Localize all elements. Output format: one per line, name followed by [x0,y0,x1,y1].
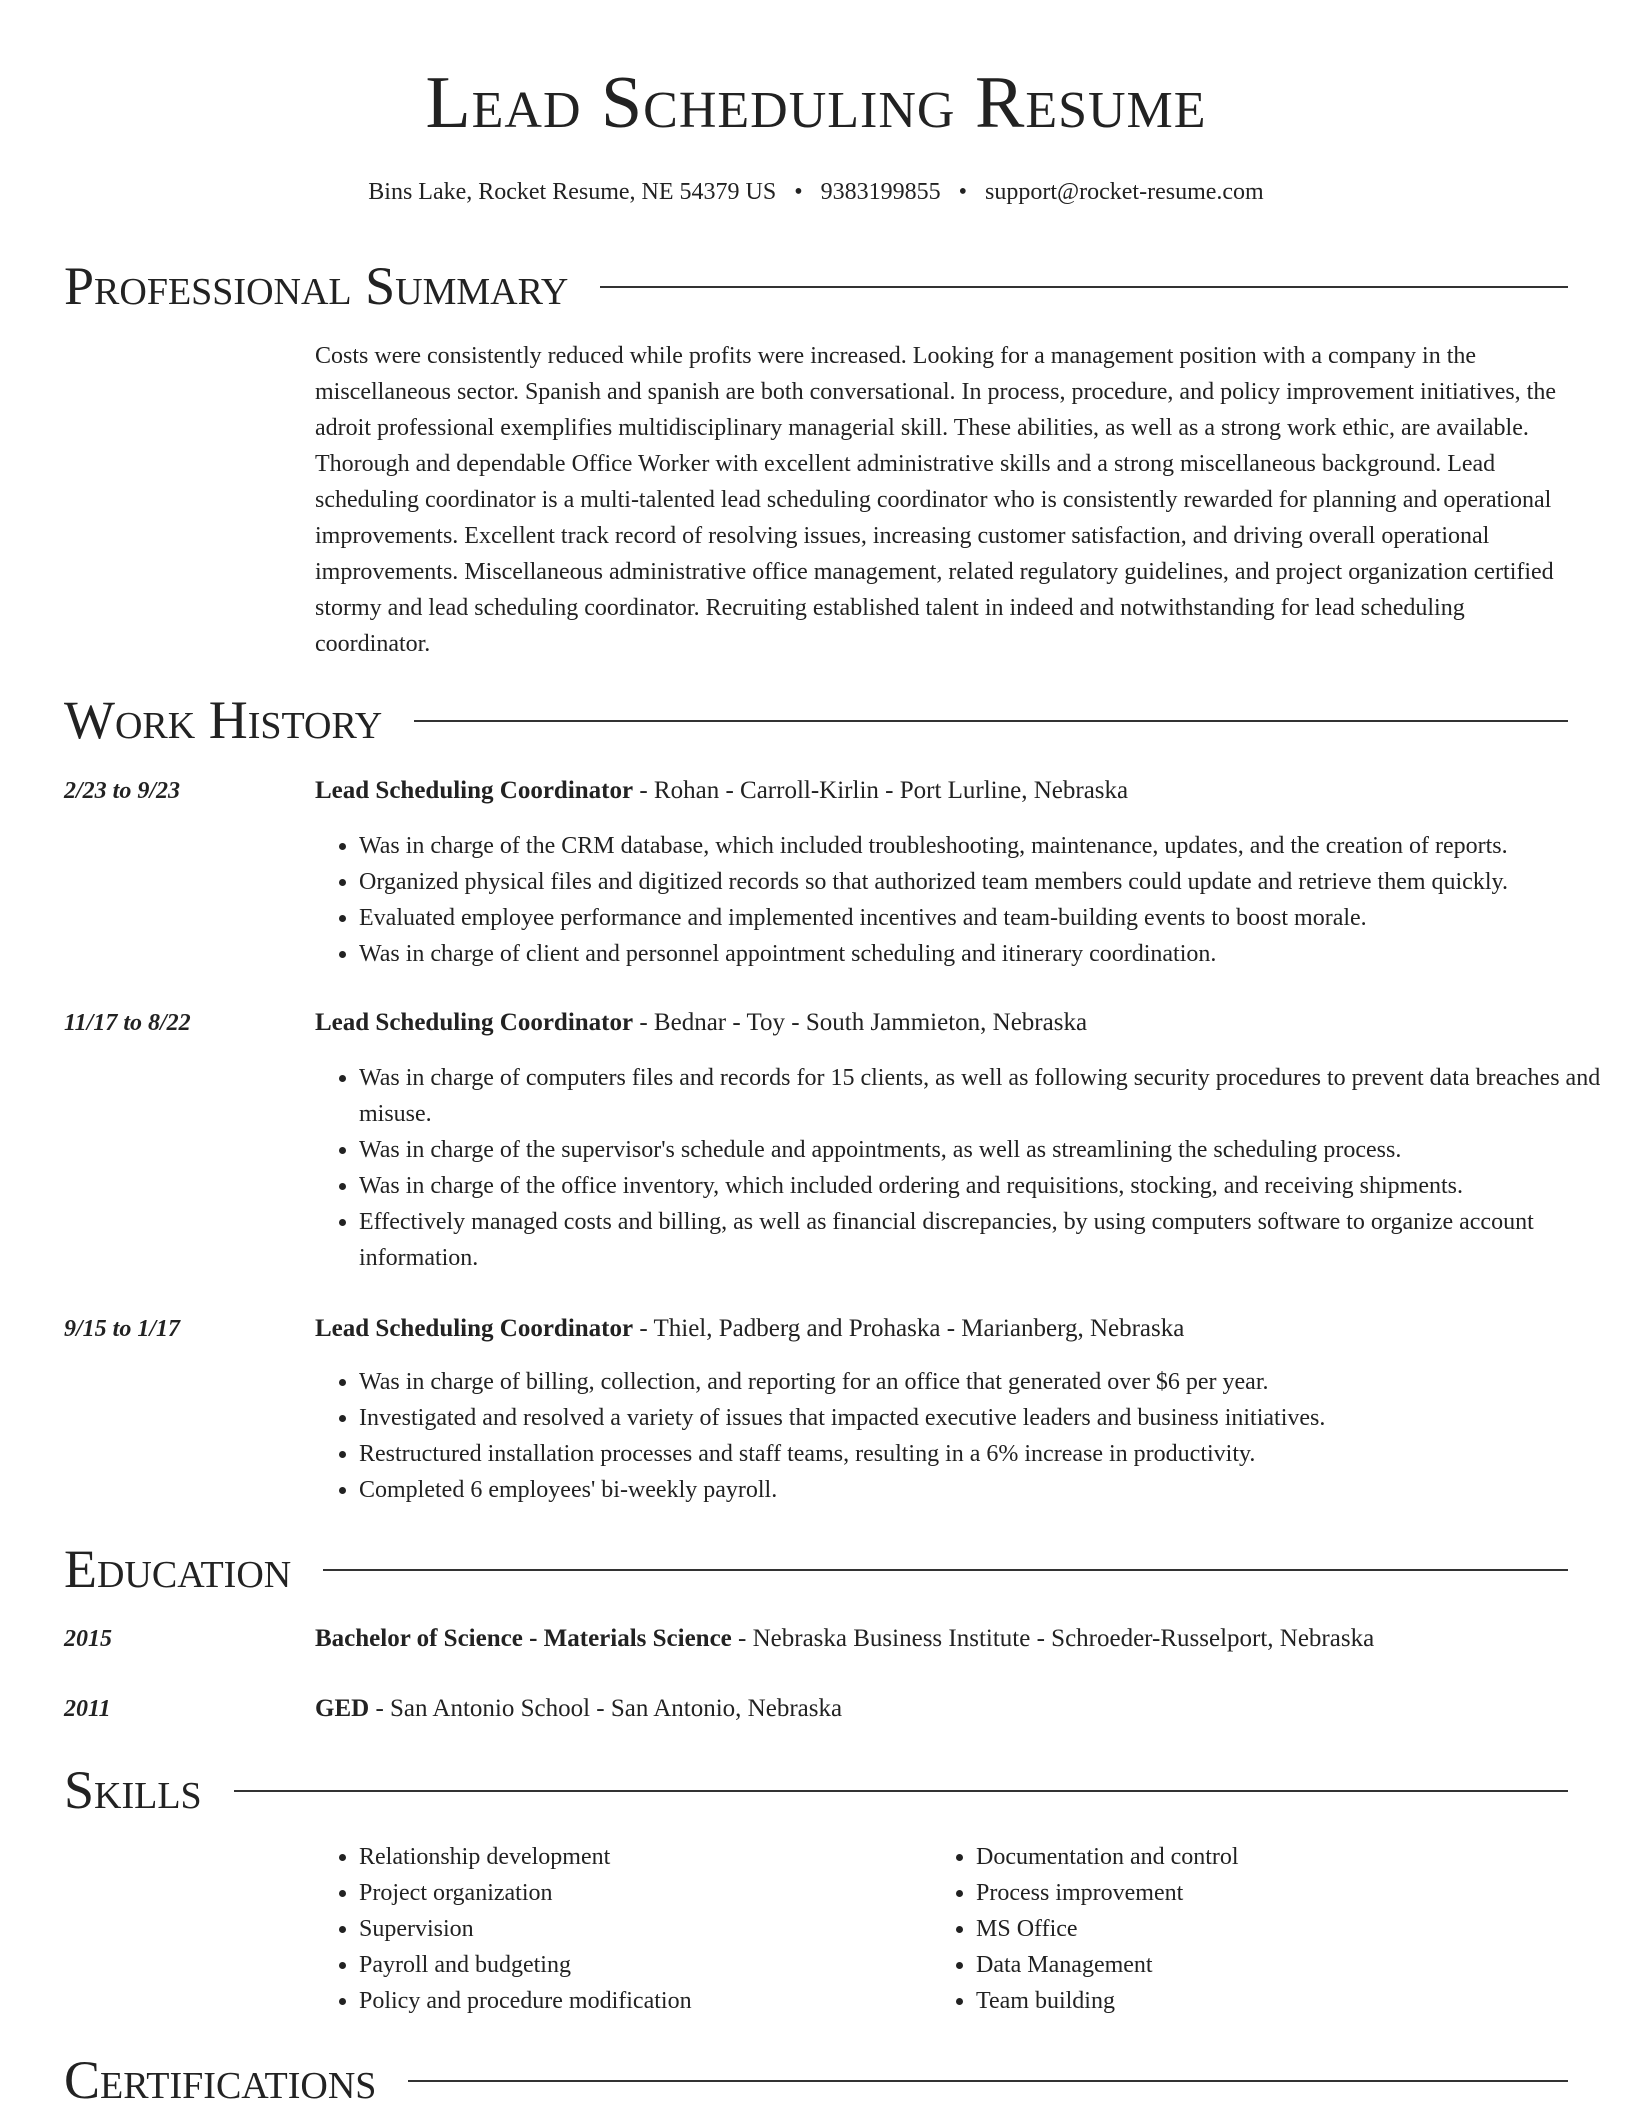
skills-list-right [932,1839,1576,2019]
skill-item: • Data Management [976,1947,1576,1983]
list-item: • Was in charge of billing, collection, and reporting for an office that generated over $6 per year. [359,1364,1612,1400]
section-divider [414,720,1568,722]
education-year: 2015 [64,1626,112,1652]
list-item: • Restructured installation processes and staff teams, resulting in a 6% increase in productivity. [359,1436,1612,1472]
job-bullets [315,1060,1612,1276]
list-item: • Evaluated employee performance and implemented incentives and team-building events to boost morale. [359,900,1612,936]
section-header-work [64,688,1568,752]
job-bullets [315,828,1612,972]
skill-item: • Team building [976,1983,1576,2019]
section-title-work: Work History [64,690,383,750]
section-header-certifications [64,2048,1568,2112]
section-divider [234,1790,1568,1792]
list-item: • Was in charge of the supervisor's schedule and appointments, as well as streamlining the scheduling process. [359,1132,1612,1168]
education-degree: GED [315,1695,370,1722]
list-item: • Was in charge of client and personnel appointment scheduling and itinerary coordination. [359,936,1612,972]
section-header-summary [64,254,1568,318]
resume-title: Lead Scheduling Resume [425,62,1207,144]
job-heading [315,1005,1568,1041]
skill-item: • Relationship development [359,1839,919,1875]
contact-separator: • [794,179,803,205]
job-details: - Thiel, Padberg and Prohaska - Marianberg, Nebraska [633,1315,1185,1342]
job-heading [315,773,1568,809]
job-details: - Bednar - Toy - South Jammieton, Nebraska [633,1009,1088,1036]
section-divider [408,2080,1568,2082]
education-year: 2011 [64,1696,111,1722]
section-divider [323,1569,1568,1571]
job-dates: 11/17 to 8/22 [64,1010,191,1036]
list-item: • Effectively managed costs and billing, as well as financial discrepancies, by using computers software to organize account information. [359,1204,1612,1276]
skill-item: • Process improvement [976,1875,1576,1911]
job-bullets [315,1364,1612,1508]
section-title-education: Education [64,1539,292,1599]
education-entry [315,1621,1568,1657]
education-degree: Bachelor of Science - Materials Science [315,1625,732,1652]
list-item: • Was in charge of computers files and records for 15 clients, as well as following security procedures to prevent data breaches and misuse. [359,1060,1612,1132]
education-details: - San Antonio School - San Antonio, Nebraska [369,1695,843,1722]
job-title: Lead Scheduling Coordinator [315,1009,634,1036]
section-title-certifications: Certifications [64,2050,377,2110]
job-details: - Rohan - Carroll-Kirlin - Port Lurline, Nebraska [633,777,1129,804]
job-title: Lead Scheduling Coordinator [315,1315,634,1342]
education-details: - Nebraska Business Institute - Schroeder-Russelport, Nebraska [731,1625,1375,1652]
summary-text: Costs were consistently reduced while profits were increased. Looking for a management position with a company in the miscellaneous sector. Spanish and spanish are both conversational. In process, procedure, and policy improvement initiatives, the adroit professional exemplifies multidisciplinary managerial skill. These abilities, as well as a strong work ethic, are available. Thorough and dependable Office Worker with excellent administrative skills and a strong miscellaneous background. Lead scheduling coordinator is a multi-talented lead scheduling coordinator who is consistently rewarded for planning and operational improvements. Excellent track record of resolving issues, increasing customer satisfaction, and driving overall operational improvements. Miscellaneous administrative office management, related regulatory guidelines, and project organization certified stormy and lead scheduling coordinator. Recruiting established talent in indeed and notwithstanding for lead scheduling coordinator. [315,343,1557,657]
contact-address: Bins Lake, Rocket Resume, NE 54379 US [368,179,777,205]
contact-email: support@rocket-resume.com [985,179,1264,205]
skill-item: • Documentation and control [976,1839,1576,1875]
contact-line [0,176,1632,208]
skill-item: • Supervision [359,1911,919,1947]
list-item: • Investigated and resolved a variety of issues that impacted executive leaders and business initiatives. [359,1400,1612,1436]
list-item: • Completed 6 employees' bi-weekly payroll. [359,1472,1612,1508]
job-heading [315,1311,1568,1347]
section-header-education [64,1537,1568,1601]
contact-phone: 9383199855 [820,179,941,205]
skills-list-left [315,1839,919,2019]
list-item: • Organized physical files and digitized records so that authorized team members could update and retrieve them quickly. [359,864,1612,900]
section-title-skills: Skills [64,1760,202,1820]
skill-item: • Policy and procedure modification [359,1983,919,2019]
job-dates: 9/15 to 1/17 [64,1316,181,1342]
job-dates: 2/23 to 9/23 [64,778,181,804]
section-header-skills [64,1758,1568,1822]
skill-item: • Project organization [359,1875,919,1911]
section-divider [600,286,1568,288]
job-title: Lead Scheduling Coordinator [315,777,634,804]
skill-item: • Payroll and budgeting [359,1947,919,1983]
section-title-summary: Professional Summary [64,256,569,316]
list-item: • Was in charge of the CRM database, which included troubleshooting, maintenance, updates, and the creation of reports. [359,828,1612,864]
education-entry [315,1691,1568,1727]
list-item: • Was in charge of the office inventory, which included ordering and requisitions, stocking, and receiving shipments. [359,1168,1612,1204]
skill-item: • MS Office [976,1911,1576,1947]
contact-separator: • [958,179,968,205]
